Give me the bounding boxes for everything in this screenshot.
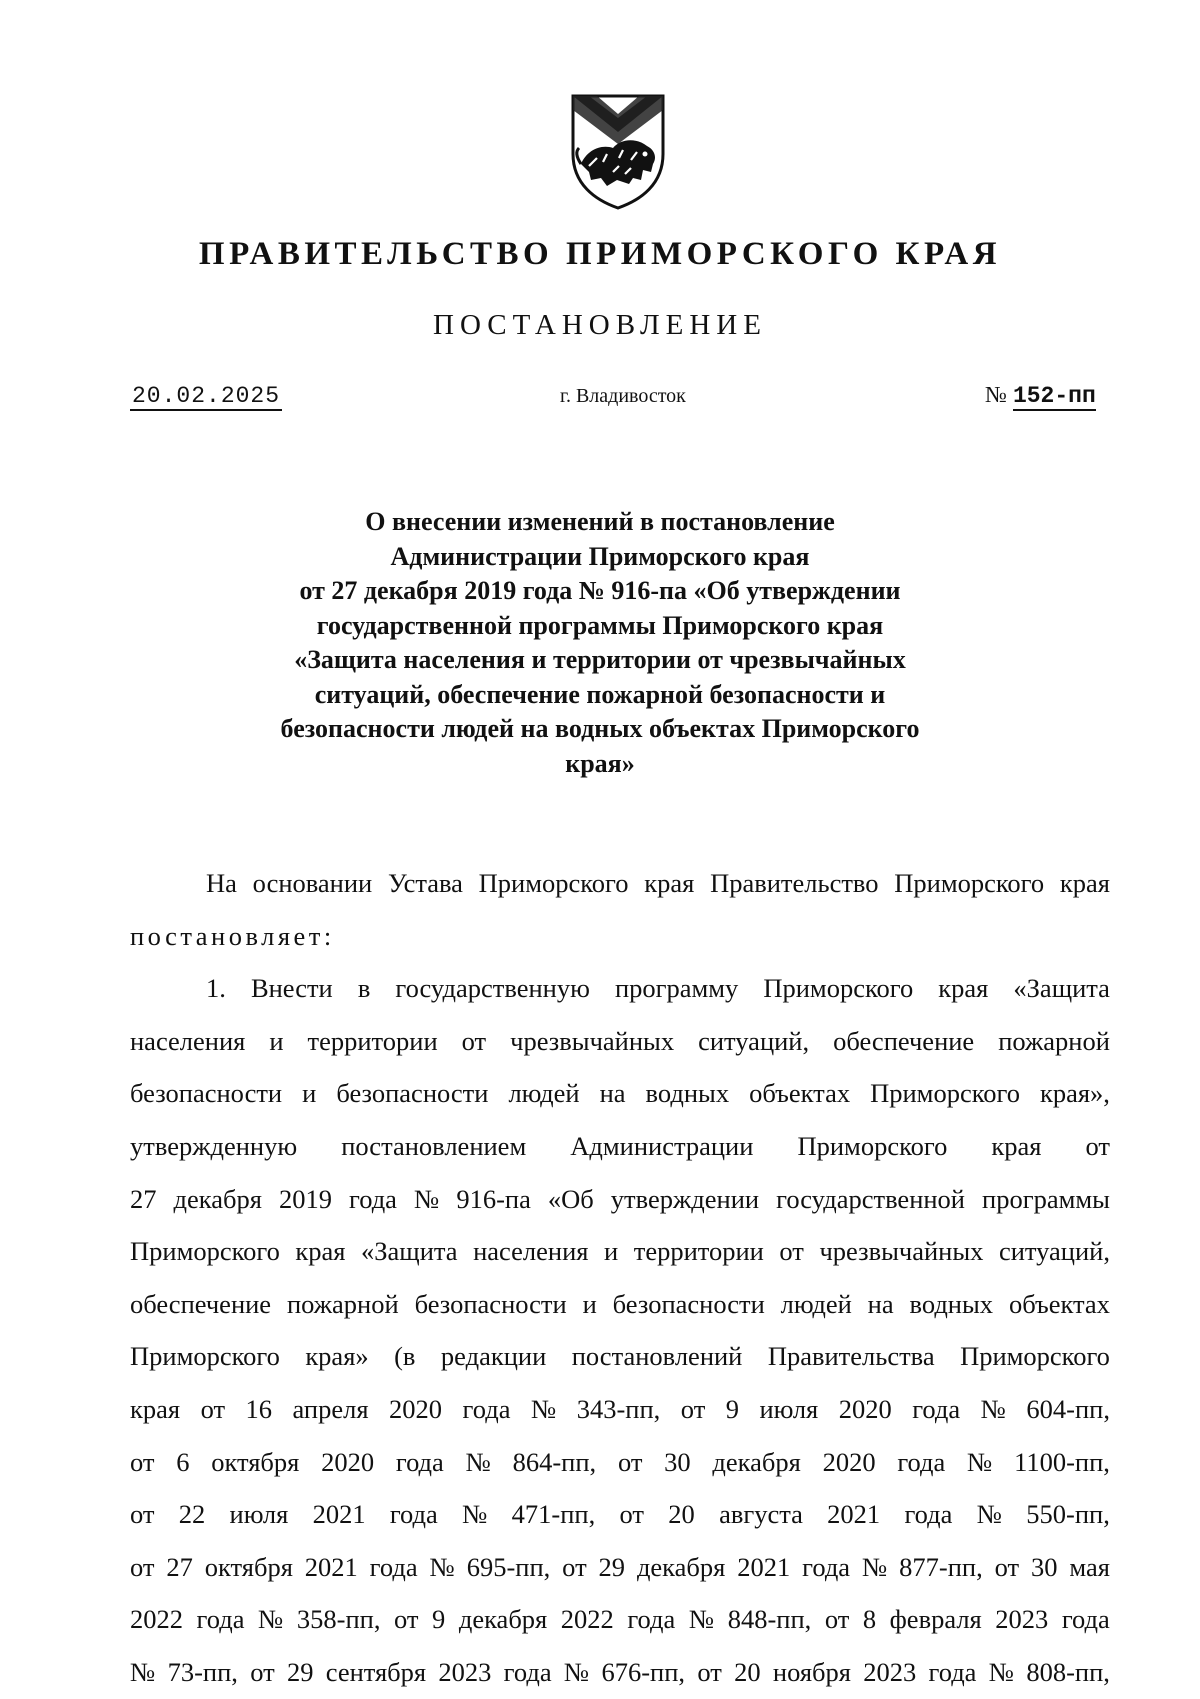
body-word: 20 — [734, 1656, 761, 1687]
body-word: 2021 — [737, 1551, 791, 1582]
body-word: безопасности — [612, 1288, 765, 1319]
body-word: октября — [211, 1446, 300, 1477]
body-word: постановлением — [341, 1130, 527, 1161]
body-word: края — [130, 1393, 181, 1424]
body-word: государственную — [395, 973, 590, 1004]
body-word: Приморского — [763, 973, 914, 1004]
body-word: сентября — [325, 1656, 427, 1687]
body-word: На — [206, 868, 237, 898]
body-line — [130, 1541, 1110, 1594]
subject-line: «Защита населения и территории от чрезвычайных — [294, 645, 906, 674]
body-word: года — [349, 1183, 397, 1214]
body-word: 864-пп, — [512, 1446, 597, 1477]
body-word: № — [988, 1656, 1015, 1687]
body-word: 2020 — [838, 1393, 892, 1424]
body-line — [130, 1015, 1110, 1068]
body-word: обеспечение — [130, 1288, 272, 1319]
body-word: территории — [307, 1025, 438, 1056]
body-word: редакции — [440, 1341, 547, 1372]
body-word: июля — [229, 1499, 289, 1530]
body-word: и — [604, 1236, 619, 1267]
document-date: 20.02.2025 — [132, 383, 281, 409]
body-word: 1100-пп, — [1014, 1446, 1110, 1477]
body-word: и — [302, 1078, 317, 1109]
body-word: № — [130, 1656, 156, 1687]
body-line — [130, 857, 1110, 910]
body-word: 471-пп, — [511, 1499, 596, 1530]
body-line — [130, 1173, 1110, 1226]
body-word: 808-пп, — [1026, 1656, 1110, 1687]
body-word: 29 — [286, 1656, 314, 1687]
body-word: ситуаций, — [698, 1025, 810, 1056]
body-word: Приморского — [797, 1130, 948, 1161]
body-word: года — [627, 1604, 676, 1635]
body-word: от — [824, 1604, 850, 1635]
body-word: года — [1061, 1604, 1110, 1635]
body-word: года — [196, 1604, 245, 1635]
body-word: № — [563, 1656, 590, 1687]
body-word: пожарной — [998, 1025, 1110, 1056]
body-word: края», — [1039, 1078, 1110, 1109]
body-word: программу — [614, 973, 739, 1004]
number-sign: № — [985, 382, 1007, 407]
body-word: года — [503, 1656, 552, 1687]
body-line — [130, 1330, 1110, 1383]
body-word: 9 — [432, 1604, 446, 1635]
body-word: 2023 — [863, 1656, 917, 1687]
body-word: края — [295, 1236, 346, 1267]
body-word: 6 — [176, 1446, 190, 1477]
body-word: объектах — [749, 1078, 851, 1109]
body-word: безопасности — [130, 1078, 283, 1109]
organization-title: ПРАВИТЕЛЬСТВО ПРИМОРСКОГО КРАЯ — [198, 236, 1002, 272]
body-word: (в — [394, 1341, 416, 1372]
body-word: декабря — [173, 1183, 262, 1214]
body-word: от — [461, 1025, 487, 1056]
body-word: года — [389, 1499, 438, 1530]
body-word: года — [897, 1446, 946, 1477]
body-word: 29 — [598, 1551, 626, 1582]
body-word: от — [680, 1393, 706, 1424]
body-word: населения — [473, 1236, 589, 1267]
body-word: на — [599, 1078, 626, 1109]
body-word: Правительства — [767, 1341, 935, 1372]
body-word: № — [980, 1393, 1006, 1424]
body-word: 2020 — [822, 1446, 876, 1477]
body-word: 9 — [725, 1393, 740, 1424]
body-word: и — [582, 1288, 597, 1319]
body-word: № — [258, 1604, 284, 1635]
body-word: 8 — [862, 1604, 877, 1635]
body-word: № — [861, 1551, 888, 1582]
body-word: 676-пп, — [601, 1656, 686, 1687]
body-word: программы — [982, 1183, 1110, 1214]
body-word: Правительство — [710, 868, 879, 898]
body-word: № — [462, 1499, 488, 1530]
body-word: безопасности — [336, 1078, 489, 1109]
body-word: Приморского — [130, 1341, 280, 1372]
body-word: Внести — [250, 973, 333, 1004]
body-word: и — [269, 1025, 284, 1056]
subject-line: от 27 декабря 2019 года № 916-па «Об утверждении — [299, 576, 901, 605]
body-word: февраля — [889, 1604, 982, 1635]
body-word: № — [465, 1446, 491, 1477]
subject-line: безопасности людей на водных объектах Приморского — [280, 714, 920, 743]
subject-line: ситуаций, обеспечение пожарной безопасности и — [314, 679, 886, 709]
body-line — [130, 1488, 1110, 1541]
body-word: № — [530, 1393, 557, 1424]
body-word: края — [991, 1130, 1042, 1161]
body-line — [130, 1120, 1110, 1173]
body-word: № — [967, 1446, 993, 1477]
body-line — [130, 1278, 1110, 1331]
body-word: «Защита — [361, 1236, 458, 1267]
body-word: водных — [645, 1078, 730, 1109]
body-word: «Об — [547, 1183, 594, 1214]
body-word: обеспечение — [833, 1025, 975, 1056]
body-word: 1. — [206, 973, 226, 1004]
body-word: от — [779, 1236, 804, 1267]
body-word: декабря — [712, 1446, 801, 1477]
body-word: 27 — [166, 1551, 193, 1582]
body-word: года — [904, 1499, 953, 1530]
body-line — [130, 1225, 1110, 1278]
body-word: 2023 — [438, 1656, 492, 1687]
body-word: года — [395, 1446, 444, 1477]
body-word: населения — [130, 1025, 246, 1056]
body-word: года — [369, 1551, 418, 1582]
body-word: Приморского — [478, 868, 629, 898]
body-word: 2023 — [995, 1604, 1049, 1635]
body-word: 550-пп, — [1026, 1499, 1110, 1530]
body-word: № — [429, 1551, 455, 1582]
body-word: октября — [204, 1551, 293, 1582]
body-line — [130, 1383, 1110, 1436]
body-word: 2021 — [312, 1499, 366, 1530]
body-line — [130, 1646, 1110, 1699]
document-body — [130, 857, 1110, 1699]
body-line — [130, 1067, 1110, 1120]
body-word: водных — [909, 1288, 994, 1319]
body-word: края» — [305, 1341, 369, 1372]
body-word: 343-пп, — [576, 1393, 661, 1424]
body-word: года — [802, 1551, 851, 1582]
body-word: края — [1059, 868, 1110, 898]
body-word: 30 — [1031, 1551, 1058, 1582]
body-word: 604-пп, — [1026, 1393, 1110, 1424]
body-word: объектах — [1008, 1288, 1110, 1319]
document-type: ПОСТАНОВЛЕНИЕ — [433, 309, 767, 341]
body-word: от — [994, 1551, 1020, 1582]
body-word: № — [413, 1183, 440, 1214]
body-word: Приморского — [960, 1341, 1110, 1372]
body-word: мая — [1069, 1551, 1110, 1582]
body-word: от — [619, 1499, 644, 1530]
body-word: людей — [780, 1288, 852, 1319]
body-word: от — [130, 1499, 155, 1530]
body-word: Приморского — [870, 1078, 1020, 1109]
body-word: 27 — [130, 1183, 157, 1214]
body-word: утвержденную — [130, 1130, 298, 1161]
body-word: от — [130, 1551, 155, 1582]
body-word: 916-па — [456, 1183, 531, 1214]
body-word: чрезвычайных — [510, 1025, 675, 1056]
body-word: 22 — [178, 1499, 206, 1530]
body-word: людей — [508, 1078, 580, 1109]
subject-line: Администрации Приморского края — [390, 541, 810, 571]
body-word: 695-пп, — [466, 1551, 551, 1582]
document-city: г. Владивосток — [560, 385, 686, 407]
body-word: ноября — [772, 1656, 851, 1687]
body-word: 20 — [668, 1499, 695, 1530]
body-word: 30 — [664, 1446, 691, 1477]
document-number — [985, 382, 1096, 409]
body-word: на — [867, 1288, 894, 1319]
body-word: 2022 — [560, 1604, 614, 1635]
body-word: апреля — [292, 1393, 369, 1424]
body-word: безопасности — [414, 1288, 567, 1319]
body-word: края — [938, 973, 989, 1004]
body-word: ситуаций, — [998, 1236, 1110, 1267]
body-word: от — [130, 1446, 155, 1477]
body-word: 2019 — [278, 1183, 332, 1214]
body-word: Устава — [387, 868, 463, 898]
body-word: от — [697, 1656, 722, 1687]
body-word: декабря — [458, 1604, 548, 1635]
body-line — [130, 962, 1110, 1015]
document-subject — [200, 505, 1000, 781]
body-word: № — [976, 1499, 1002, 1530]
body-word: июля — [759, 1393, 819, 1424]
body-line: постановляет: — [130, 920, 335, 951]
body-line — [130, 1436, 1110, 1489]
body-word: 2022 — [130, 1604, 183, 1635]
body-word: 2021 — [827, 1499, 881, 1530]
body-word: от — [250, 1656, 275, 1687]
body-word: декабря — [636, 1551, 726, 1582]
body-word: года — [928, 1656, 977, 1687]
body-word: от — [562, 1551, 587, 1582]
body-word: пожарной — [286, 1288, 399, 1319]
body-word: от — [617, 1446, 643, 1477]
body-word: 73-пп, — [167, 1656, 238, 1687]
body-word: от — [200, 1393, 226, 1424]
body-word: в — [357, 973, 371, 1004]
body-word: постановлений — [571, 1341, 743, 1372]
body-line — [130, 1593, 1110, 1646]
body-word: утверждении — [610, 1183, 760, 1214]
body-word: Приморского — [130, 1236, 280, 1267]
body-word: августа — [719, 1499, 803, 1530]
number-value: 152-пп — [1012, 383, 1096, 409]
subject-line: государственной программы Приморского края — [316, 610, 884, 640]
body-word: 2020 — [389, 1393, 443, 1424]
body-word: 848-пп, — [727, 1604, 812, 1635]
body-word: № — [688, 1604, 715, 1635]
body-word: 2021 — [304, 1551, 358, 1582]
coat-of-arms-icon — [567, 92, 669, 212]
body-word: 2020 — [321, 1446, 375, 1477]
body-word: Администрации — [570, 1130, 754, 1161]
subject-line: края» — [565, 748, 635, 778]
body-word: от — [394, 1604, 419, 1635]
body-word: края — [644, 868, 695, 898]
body-word: 877-пп, — [899, 1551, 983, 1582]
body-word: основании — [252, 868, 373, 898]
body-word: территории — [633, 1236, 764, 1267]
body-word: государственной — [776, 1183, 965, 1214]
body-word: года — [462, 1393, 511, 1424]
body-word: от — [1085, 1130, 1110, 1161]
body-word: чрезвычайных — [819, 1236, 984, 1267]
subject-line: О внесении изменений в постановление — [365, 507, 835, 536]
body-word: года — [912, 1393, 961, 1424]
body-word: Приморского — [894, 868, 1045, 898]
body-word: 358-пп, — [296, 1604, 381, 1635]
body-word: 16 — [245, 1393, 273, 1424]
body-word: «Защита — [1013, 973, 1110, 1004]
